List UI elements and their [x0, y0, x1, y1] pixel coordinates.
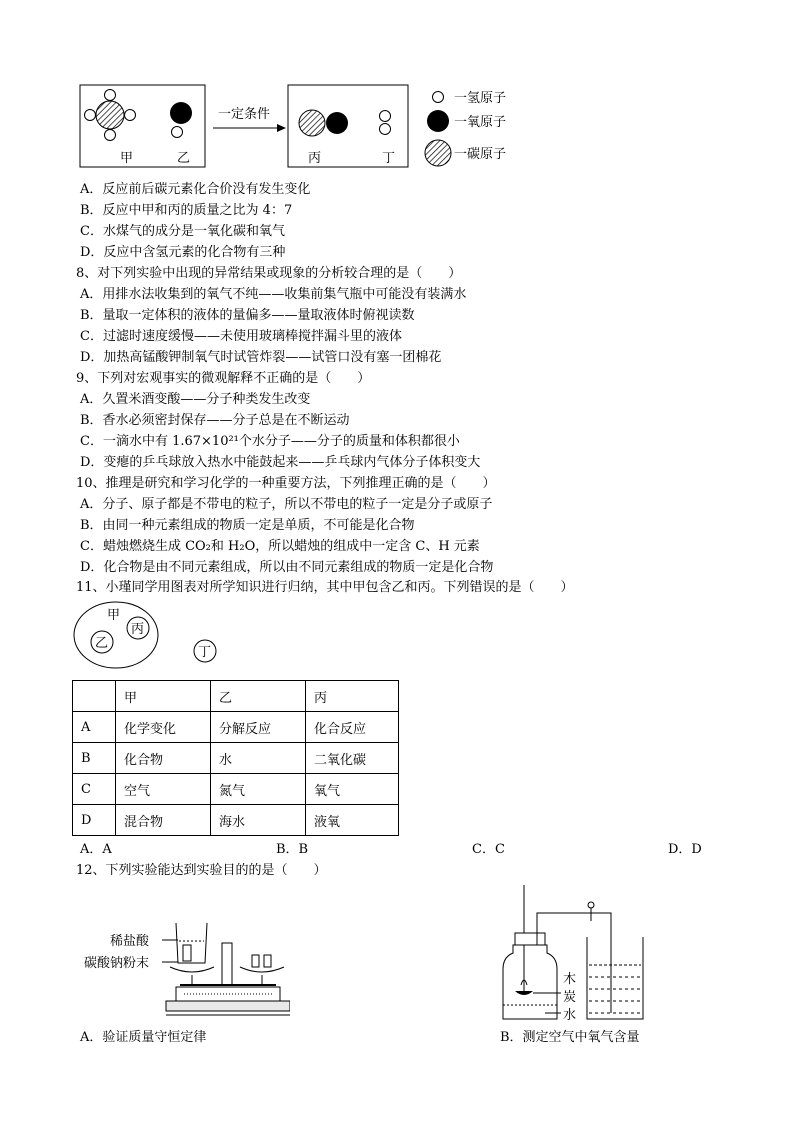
label-bing: 丙: [308, 151, 322, 166]
set-bing-label: 丙: [131, 622, 145, 637]
carbon-legend-icon: [425, 140, 451, 166]
reaction-diagram: [70, 80, 550, 180]
table-header-bing: 丙: [306, 681, 399, 712]
legend-oxygen: 一氧原子: [454, 115, 507, 130]
q9-option-c: C．一滴水中有 1.67×10²¹个水分子——分子的质量和体积都很小: [80, 434, 460, 449]
table-cell: D: [73, 805, 116, 836]
table-cell: 分解反应: [211, 712, 306, 743]
q8-option-c: C．过滤时速度缓慢——未使用玻璃棒搅拌漏斗里的液体: [80, 329, 402, 344]
q9-option-a: A．久置米酒变酸——分子种类发生改变: [80, 392, 311, 407]
label-charcoal: 炭: [563, 990, 577, 1005]
label-yi: 乙: [177, 151, 191, 166]
label-water: 水: [563, 1008, 577, 1023]
table-cell: 空气: [116, 774, 211, 805]
q10-option-b: B．由同一种元素组成的物质一定是单质，不可能是化合物: [80, 518, 415, 533]
q9-stem: 9、下列对宏观事实的微观解释不正确的是（ ）: [76, 371, 371, 386]
set-yi-label: 乙: [95, 636, 109, 651]
table-cell: 氧气: [306, 774, 399, 805]
q11-choice-b: B．B: [276, 842, 309, 857]
methane-molecule: [85, 90, 136, 141]
q12-caption-b: B．测定空气中氧气含量: [500, 1030, 640, 1045]
q8-stem: 8、对下列实验中出现的异常结果或现象的分析较合理的是（ ）: [76, 266, 462, 281]
table-cell: B: [73, 743, 116, 774]
reaction-condition: 一定条件: [218, 107, 271, 122]
table-cell: 液氧: [306, 805, 399, 836]
label-sodium-carbonate: 碳酸钠粉末: [84, 956, 150, 971]
q12-caption-a: A．验证质量守恒定律: [80, 1030, 207, 1045]
q10-option-d: D．化合物是由不同元素组成，所以由不同元素组成的物质一定是化合物: [80, 560, 494, 575]
table-cell: 二氧化碳: [306, 743, 399, 774]
q7-option-a: A．反应前后碳元素化合价没有发生变化: [80, 182, 311, 197]
q7-option-d: D．反应中含氢元素的化合物有三种: [80, 245, 286, 260]
table-header-yi: 乙: [211, 681, 306, 712]
table-cell: C: [73, 774, 116, 805]
hydrogen-legend-icon: [433, 92, 444, 103]
table-cell: [73, 681, 116, 712]
label-ding: 丁: [382, 151, 396, 166]
q11-stem: 11、小瑾同学用图表对所学知识进行归纳，其中甲包含乙和丙。下列错误的是（ ）: [76, 580, 574, 595]
q8-option-a: A．用排水法收集到的氧气不纯——收集前集气瓶中可能没有装满水: [80, 287, 467, 302]
q7-option-b: B．反应中甲和丙的质量之比为 4：7: [80, 203, 293, 218]
table-row: [73, 805, 399, 836]
q9-option-b: B．香水必须密封保存——分子总是在不断运动: [80, 413, 350, 428]
h2-molecule: [380, 111, 391, 135]
q10-stem: 10、推理是研究和学习化学的一种重要方法，下列推理正确的是（ ）: [76, 476, 496, 491]
q11-choice-a: A．A: [80, 842, 112, 857]
set-jia-label: 甲: [107, 608, 121, 623]
table-cell: 海水: [211, 805, 306, 836]
table-cell: 氮气: [211, 774, 306, 805]
q10-option-a: A．分子、原子都是不带电的粒子，所以不带电的粒子一定是分子或原子: [80, 497, 493, 512]
q8-option-b: B．量取一定体积的液体的量偏多——量取液体时俯视读数: [80, 308, 415, 323]
table-row: [73, 774, 399, 805]
table-header-row: [73, 681, 399, 712]
q9-option-d: D．变瘪的乒乓球放入热水中能鼓起来——乒乓球内气体分子体积变大: [80, 455, 481, 470]
table-cell: 水: [211, 743, 306, 774]
set-ding-label: 丁: [198, 645, 212, 660]
label-wood: 木: [563, 972, 577, 987]
table-cell: 化合物: [116, 743, 211, 774]
oxygen-legend-icon: [427, 110, 449, 132]
q12-stem: 12、下列实验能达到实验目的的是（ ）: [76, 863, 327, 878]
table-row: [73, 743, 399, 774]
table-cell: 化合反应: [306, 712, 399, 743]
q11-choice-c: C．C: [472, 842, 505, 857]
table-cell: A: [73, 712, 116, 743]
q7-option-c: C．水煤气的成分是一氧化碳和氧气: [80, 224, 285, 239]
table-header-jia: 甲: [116, 681, 211, 712]
balance-apparatus-figure: [80, 905, 290, 1025]
q11-classification-table: [72, 680, 399, 836]
label-jia: 甲: [120, 151, 134, 166]
oxygen-content-apparatus-figure: [495, 885, 655, 1025]
legend-carbon: 一碳原子: [454, 147, 507, 162]
table-row: [73, 712, 399, 743]
label-dilute-hcl: 稀盐酸: [110, 934, 150, 949]
q11-choice-d: D．D: [668, 842, 702, 857]
q8-option-d: D．加热高锰酸钾制氧气时试管炸裂——试管口没有塞一团棉花: [80, 350, 442, 365]
table-cell: 化学变化: [116, 712, 211, 743]
table-cell: 混合物: [116, 805, 211, 836]
co-molecule: [299, 110, 348, 136]
q10-option-c: C．蜡烛燃烧生成 CO₂和 H₂O，所以蜡烛的组成中一定含 C、H 元素: [80, 539, 480, 554]
set-inclusion-diagram: [70, 600, 230, 672]
water-molecule: [170, 102, 192, 138]
legend-hydrogen: 一氢原子: [454, 91, 507, 106]
